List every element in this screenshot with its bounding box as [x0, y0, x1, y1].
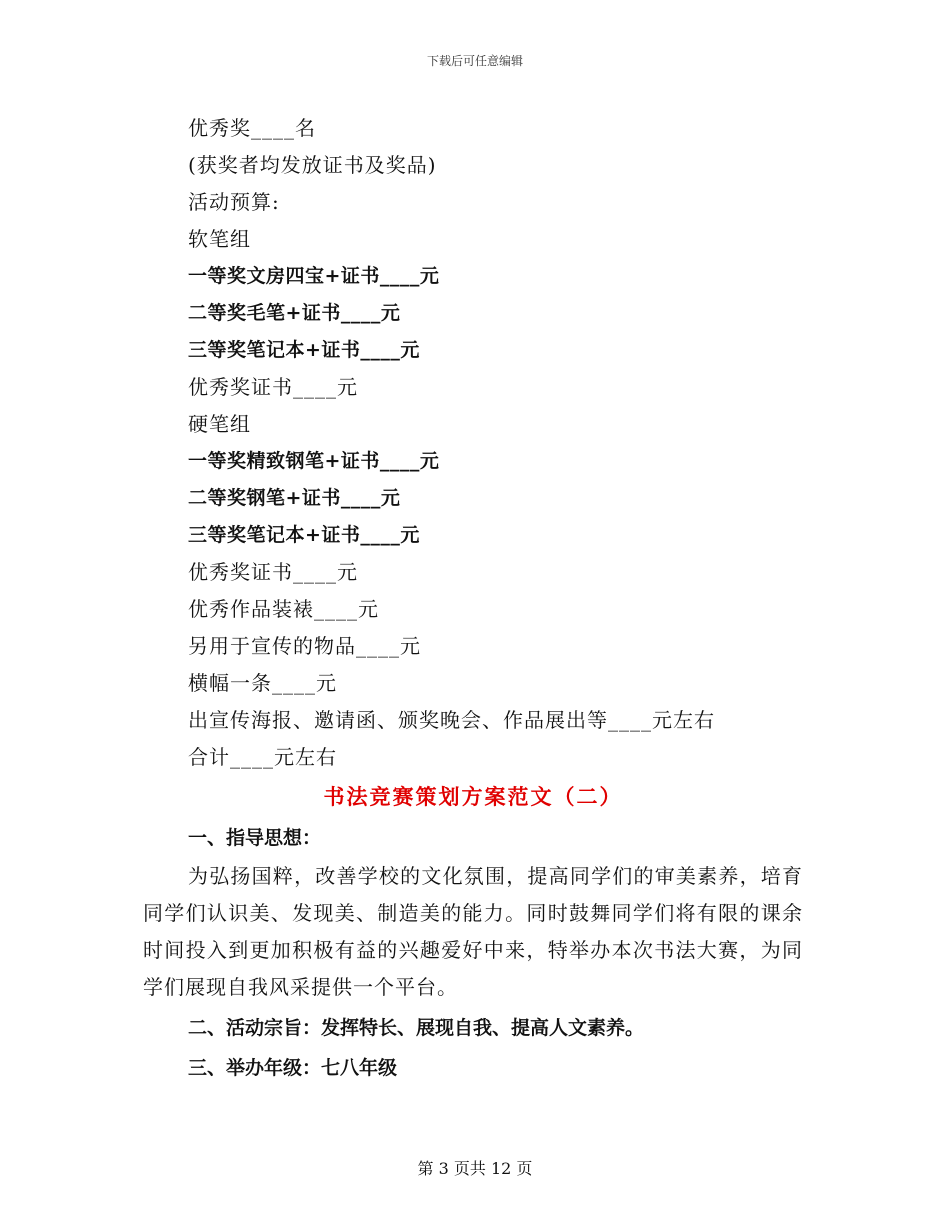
heading-grades: 三、举办年级：七八年级 [188, 1057, 398, 1079]
budget-line: 二等奖毛笔+证书____元 [188, 302, 401, 324]
document-body [143, 110, 803, 1088]
budget-line: 一等奖精致钢笔+证书____元 [188, 450, 440, 472]
budget-line: 合计____元左右 [188, 745, 337, 769]
budget-line: 优秀奖证书____元 [188, 560, 358, 584]
budget-line: 硬笔组 [188, 412, 251, 436]
budget-line: (获奖者均发放证书及奖品) [188, 153, 437, 177]
page-header: 下载后可任意编辑 [426, 54, 523, 68]
budget-line: 活动预算: [188, 190, 280, 214]
heading-activity-purpose: 二、活动宗旨：发挥特长、展现自我、提高人文素养。 [188, 1017, 645, 1039]
budget-line: 二等奖钢笔+证书____元 [188, 487, 401, 509]
section-title: 书法竞赛策划方案范文（二） [323, 785, 623, 809]
budget-line: 出宣传海报、邀请函、颁奖晚会、作品展出等____元左右 [188, 708, 715, 732]
budget-line: 优秀作品装裱____元 [188, 597, 379, 621]
page-footer: 第 3 页共 12 页 [417, 1159, 533, 1178]
heading-guiding-thought: 一、指导思想： [188, 827, 322, 849]
budget-line: 三等奖笔记本+证书____元 [188, 339, 420, 361]
paragraph-guiding-thought: 为弘扬国粹，改善学校的文化氛围，提高同学们的审美素养，培育同学们认识美、发现美、制造美的能力。同时鼓舞同学们将有限的课余时间投入到更加积极有益的兴趣爱好中来，特举办本次书法大赛，为同学们展现自我风采提供一个平台。 [143, 864, 803, 999]
budget-line: 横幅一条____元 [188, 671, 337, 695]
budget-line: 一等奖文房四宝+证书____元 [188, 265, 440, 287]
budget-list [143, 110, 803, 776]
budget-line: 优秀奖____名 [188, 116, 316, 140]
budget-line: 另用于宣传的物品____元 [188, 634, 421, 658]
budget-line: 优秀奖证书____元 [188, 375, 358, 399]
budget-line: 软笔组 [188, 227, 251, 251]
budget-line: 三等奖笔记本+证书____元 [188, 524, 420, 546]
